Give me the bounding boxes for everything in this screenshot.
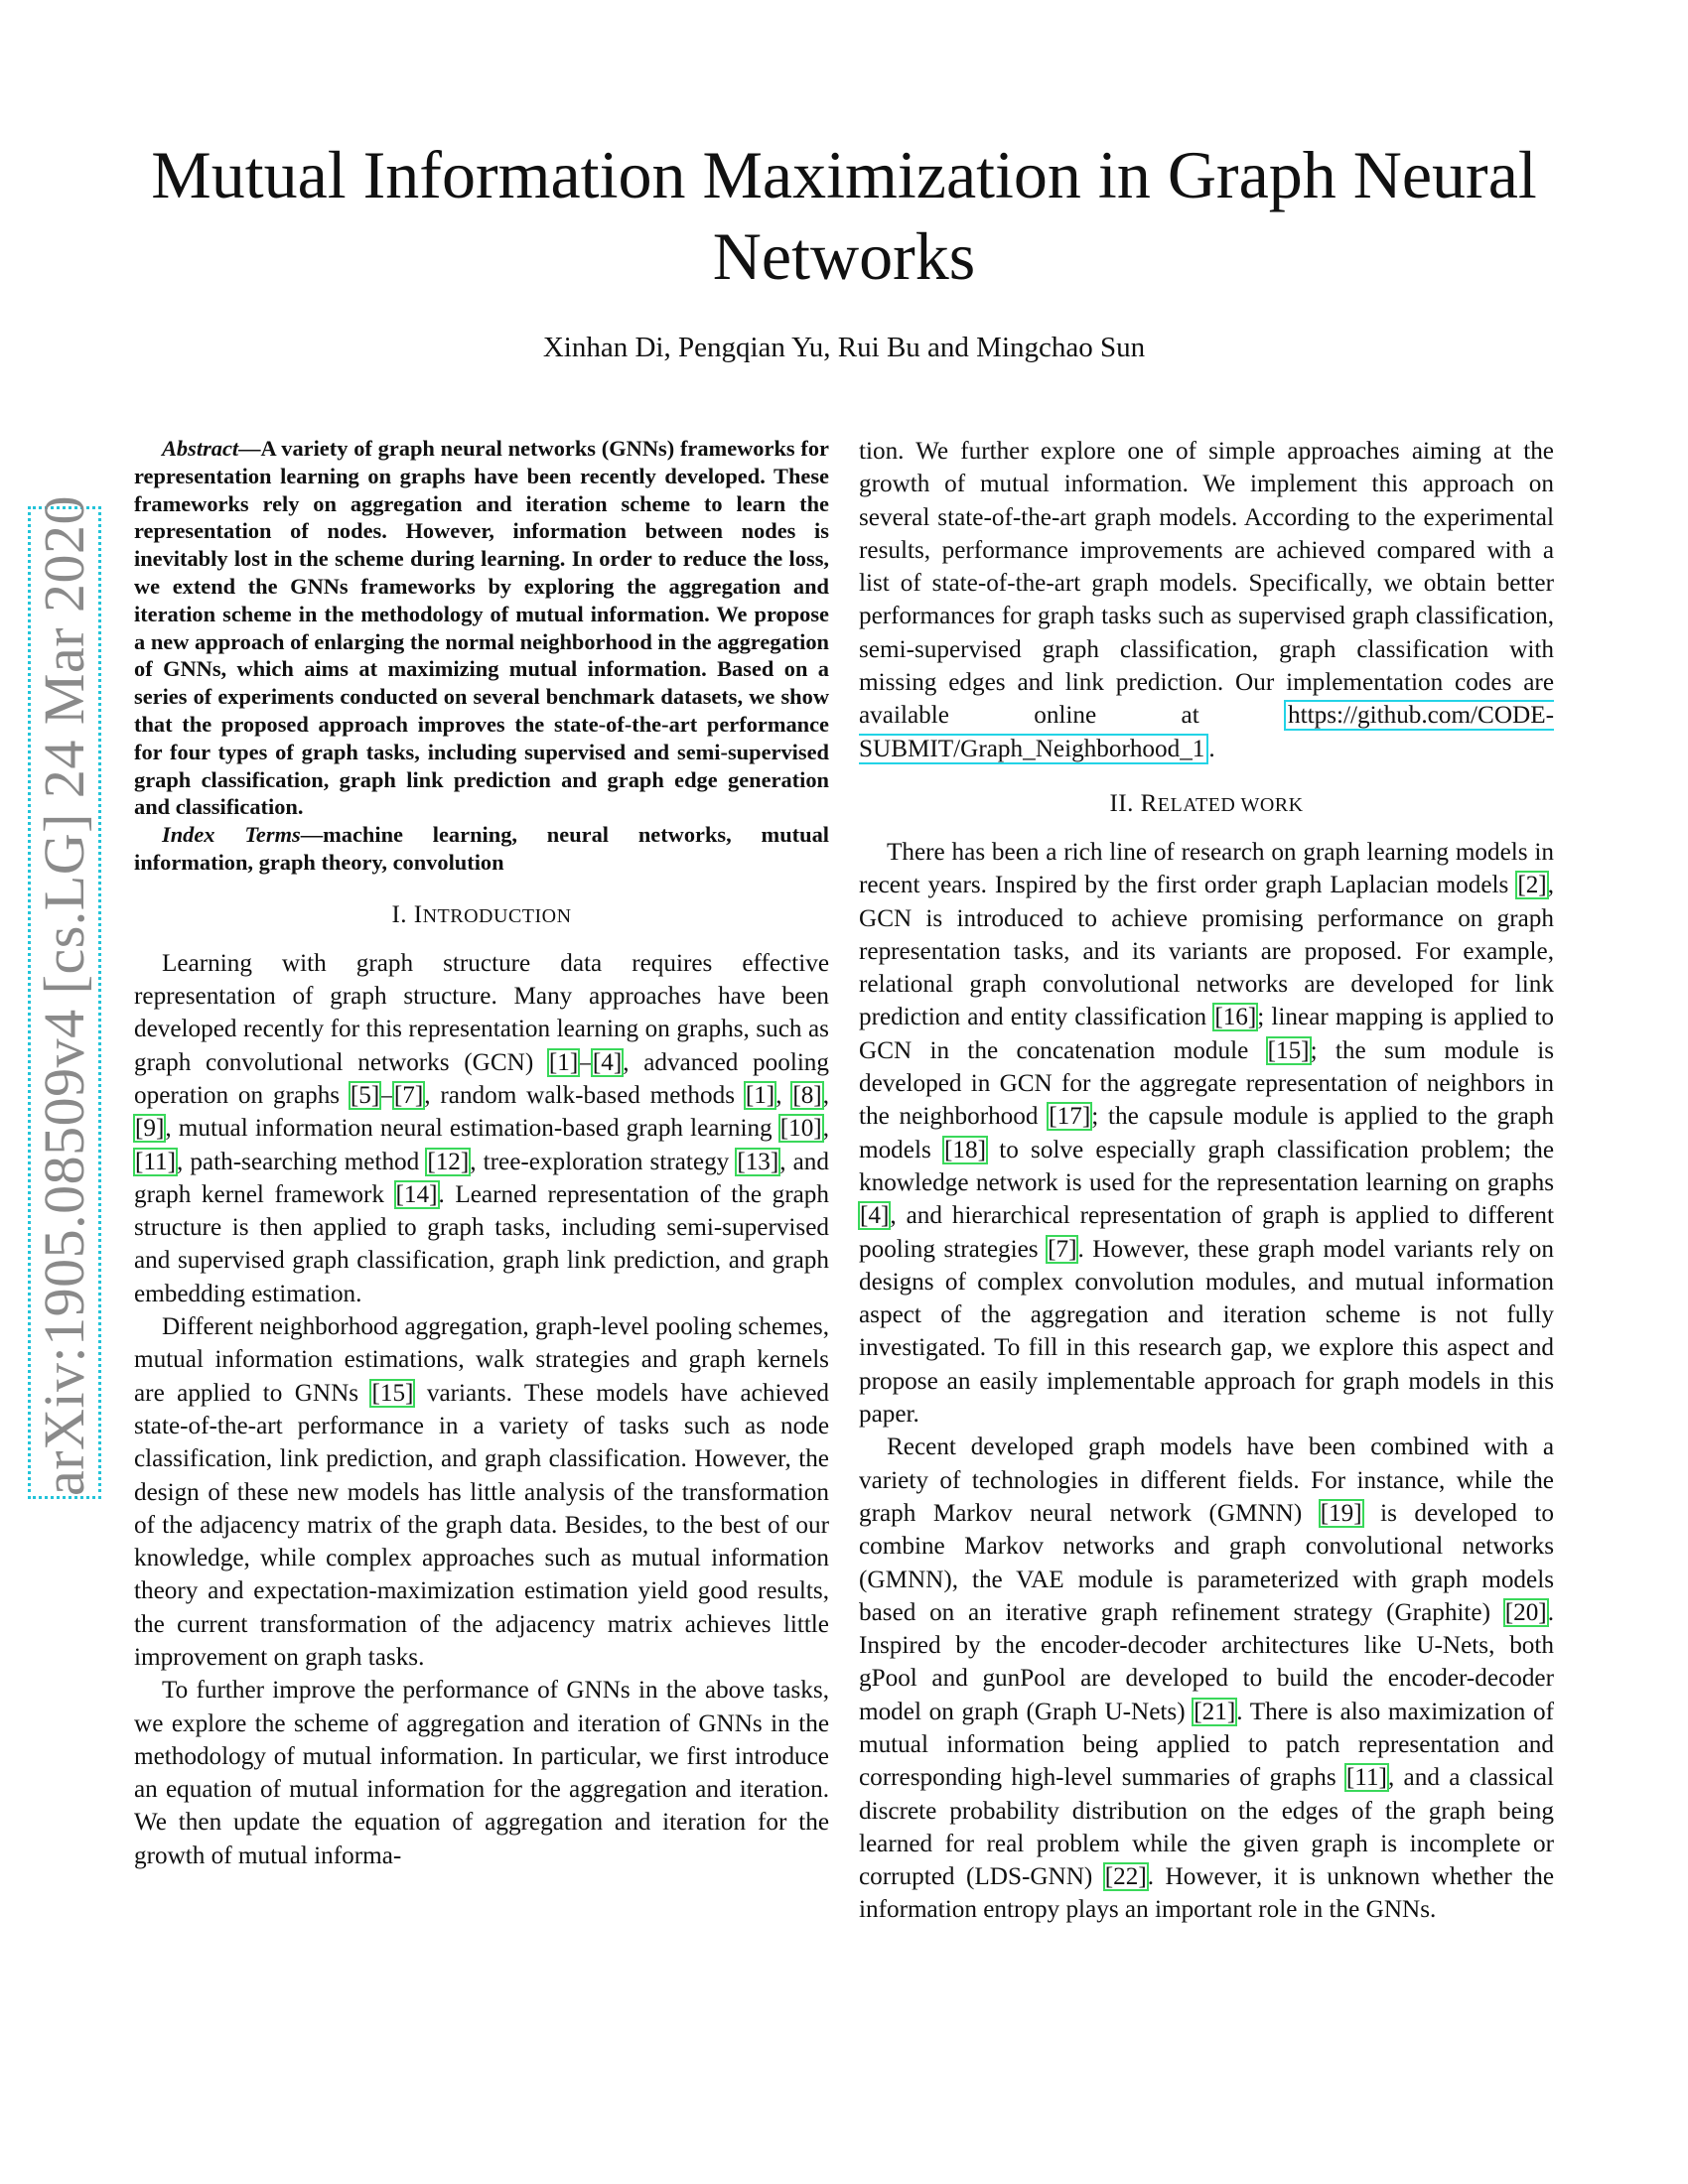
citation-link[interactable]: [15] <box>1267 1036 1310 1064</box>
citation-link[interactable]: [2] <box>1517 872 1547 899</box>
citation-link[interactable]: [13] <box>737 1148 779 1175</box>
github-url-link[interactable]: https://github.com/CODE-SUBMIT/Graph_Neighborhood_1 <box>859 702 1554 762</box>
intro-paragraph-2: Different neighborhood aggregation, graph-level pooling schemes, mutual information estimations, walk strategies and graph kernels are applied to GNNs [15] variants. These models have achieved state-of-the-art performance in a variety of tasks such as node classification, link prediction, and graph classification. However, the design of these new models has little analysis of the transformation of the adjacency matrix of the graph data. Besides, to the best of our knowledge, while complex approaches such as mutual information theory and expectation-maximization estimation yield good results, the current transformation of the adjacency matrix achieves little improvement on graph tasks. <box>134 1313 829 1671</box>
citation-link[interactable]: [7] <box>1048 1235 1077 1263</box>
citation-link[interactable]: [1] <box>548 1048 579 1076</box>
citation-link[interactable]: [22] <box>1104 1863 1147 1891</box>
intro-paragraph-1: Learning with graph structure data requires effective representation of graph structure. Many approaches have been developed recently for this representation learning on graphs, such as graph convolutional networks (GCN) [1]–[4], advanced pooling operation on graphs [5]–[7], random walk-based methods [1], [8], [9], mutual information neural estimation-based graph learning [10], [11], path-searching method [12], tree-exploration strategy [13], and graph kernel framework [14]. Learned representation of the graph structure is then applied to graph tasks, including semi-supervised and supervised graph classification, graph link prediction, and graph embedding estimation. <box>134 949 829 1307</box>
citation-link[interactable]: [5] <box>350 1081 380 1109</box>
citation-link[interactable]: [10] <box>779 1115 822 1143</box>
citation-link[interactable]: [4] <box>860 1202 890 1230</box>
abstract-lead: Abstract <box>162 436 239 461</box>
citation-link[interactable]: [8] <box>792 1081 822 1109</box>
intro-paragraph-3-continued: tion. We further explore one of simple approaches aiming at the growth of mutual information. We implement this approach on several state-of-the-art graph models. According to the experimental results, performance improvements are achieved compared with a list of state-of-the-art graph models. Specifically, we obtain better performances for graph tasks such as supervised graph classification, semi-supervised graph classification, graph classification with missing edges and link prediction. Our implementation codes are available online at https://github.com/CODE-SUBMIT/Graph_Neighborhood_1 . <box>859 438 1554 762</box>
citation-link[interactable]: [16] <box>1214 1004 1257 1031</box>
citation-link[interactable]: [15] <box>371 1379 414 1407</box>
section-heading-related-work: II. RELATED WORK <box>1109 789 1304 817</box>
abstract-body: —A variety of graph neural networks (GNNs) frameworks for representation learning on graphs have been recently developed. These frameworks rely on aggregation and iteration scheme to learn the representation of nodes. However, information between nodes is inevitably lost in the scheme during learning. In order to reduce the loss, we extend the GNNs frameworks by exploring the aggregation and iteration scheme in the methodology of mutual information. We propose a new approach of enlarging the normal neighborhood in the aggregation of GNNs, which aims at maximizing mutual information. Based on a series of experiments conducted on several benchmark datasets, we show that the proposed approach improves the state-of-the-art performance for four types of graph tasks, including supervised and semi-supervised graph classification, graph link prediction and graph edge generation and classification. <box>134 436 829 820</box>
citation-link[interactable]: [1] <box>745 1081 775 1109</box>
index-terms-body: —machine learning, neural networks, mutual information, graph theory, convolution <box>134 822 829 875</box>
citation-link[interactable]: [11] <box>135 1148 177 1175</box>
paper-title: Mutual Information Maximization in Graph Neural Networks <box>151 137 1537 294</box>
abstract <box>134 435 829 877</box>
related-work-paragraph-2: Recent developed graph models have been combined with a variety of technologies in different fields. For instance, while the graph Markov neural network (GMNN) [19] is developed to combine Markov networks and graph convolutional networks (GMNN), the VAE module is parameterized with graph models based on an iterative graph refinement strategy (Graphite) [20]. Inspired by the encoder-decoder architectures like U-Nets, both gPool and gunPool are developed to build the encoder-decoder model on graph (Graph U-Nets) [21]. There is also maximization of mutual information being applied to patch representation and corresponding high-level summaries of graphs [11], and a classical discrete probability distribution on the edges of the graph being learned for real problem while the given graph is incomplete or corrupted (LDS-GNN) [22]. However, it is unknown whether the information entropy plays an important role in the GNNs. <box>859 1433 1554 1924</box>
related-work-paragraph-1: There has been a rich line of research on graph learning models in recent years. Inspired by the first order graph Laplacian models [2], GCN is introduced to achieve promising performance on graph representation tasks, and its variants are proposed. For example, relational graph convolutional networks are developed for link prediction and entity classification [16]; linear mapping is applied to GCN in the concatenation module [15]; the sum module is developed in GCN for the aggregate representation of neighbors in the neighborhood [17]; the capsule module is applied to the graph models [18] to solve especially graph classification problem; the knowledge network is used for the representation learning on graphs [4], and hierarchical representation of graph is applied to different pooling strategies [7]. However, these graph model variants rely on designs of complex convolution modules, and mutual information aspect of the aggregation and iteration scheme is not fully investigated. To fill in this research gap, we explore this aspect and propose an easily implementable approach for graph models in this paper. <box>859 838 1555 1429</box>
citation-link[interactable]: [11] <box>1345 1764 1387 1792</box>
citation-link[interactable]: [14] <box>395 1180 438 1208</box>
citation-link[interactable]: [18] <box>944 1136 986 1163</box>
left-column <box>134 435 829 1872</box>
citation-link[interactable]: [21] <box>1194 1698 1236 1725</box>
intro-paragraph-3: To further improve the performance of GNNs in the above tasks, we explore the scheme of aggregation and iteration of GNNs in the methodology of mutual information. In particular, we first introduce an equation of mutual information for the aggregation and iteration. We then update the equation of aggregation and iteration for the growth of mutual informa- <box>134 1677 829 1869</box>
citation-link[interactable]: [17] <box>1049 1103 1091 1131</box>
arxiv-identifier-stamp: arXiv:1905.08509v4 [cs.LG] 24 Mar 2020 <box>28 506 101 1499</box>
paper-authors: Xinhan Di, Pengqian Yu, Rui Bu and Mingchao Sun <box>542 332 1146 363</box>
citation-link[interactable]: [4] <box>592 1048 623 1076</box>
citation-link[interactable]: [7] <box>393 1081 424 1109</box>
citation-link[interactable]: [19] <box>1320 1499 1362 1527</box>
citation-link[interactable]: [9] <box>135 1115 165 1143</box>
section-heading-introduction: I. INTRODUCTION <box>391 900 572 928</box>
right-column <box>859 435 1554 1927</box>
index-terms-lead: Index Terms <box>162 822 301 848</box>
citation-link[interactable]: [12] <box>427 1148 470 1175</box>
citation-link[interactable]: [20] <box>1504 1598 1547 1626</box>
